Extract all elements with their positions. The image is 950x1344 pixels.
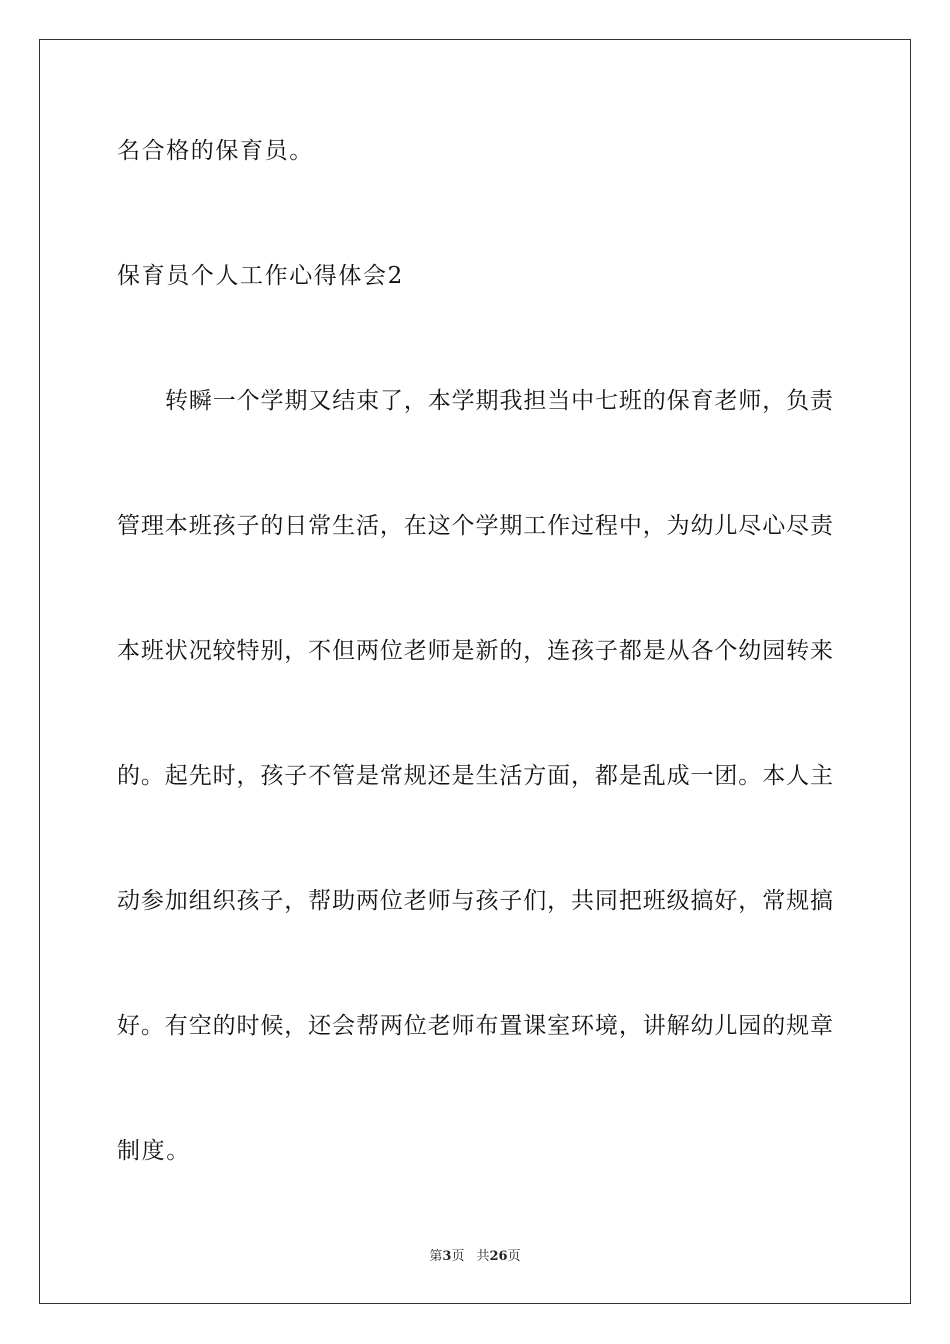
page-number: 3 bbox=[442, 1249, 452, 1264]
page-prefix: 第 bbox=[429, 1249, 443, 1264]
page-suffix: 页 bbox=[451, 1249, 465, 1264]
body-line-1: 名合格的保育员。 bbox=[117, 138, 314, 164]
paragraph-line-4: 的。起先时，孩子不管是常规还是生活方面，都是乱成一团。本人主 bbox=[117, 763, 833, 789]
page-footer bbox=[0, 1248, 950, 1266]
paragraph-line-6: 好。有空的时候，还会帮两位老师布置课室环境，讲解幼儿园的规章 bbox=[117, 1013, 833, 1039]
total-pages: 26 bbox=[489, 1249, 508, 1264]
total-suffix: 页 bbox=[507, 1249, 521, 1264]
paragraph-line-7: 制度。 bbox=[117, 1138, 191, 1164]
paragraph-line-2: 管理本班孩子的日常生活，在这个学期工作过程中，为幼儿尽心尽责 bbox=[117, 513, 833, 539]
paragraph-line-5: 动参加组织孩子，帮助两位老师与孩子们，共同把班级搞好，常规搞 bbox=[117, 888, 833, 914]
paragraph-line-3: 本班状况较特别，不但两位老师是新的，连孩子都是从各个幼园转来 bbox=[117, 638, 833, 664]
total-prefix: 共 bbox=[476, 1249, 490, 1264]
section-heading: 保育员个人工作心得体会2 bbox=[117, 263, 404, 289]
page-border bbox=[39, 39, 911, 1304]
paragraph-line-1: 转瞬一个学期又结束了，本学期我担当中七班的保育老师，负责 bbox=[165, 388, 833, 414]
